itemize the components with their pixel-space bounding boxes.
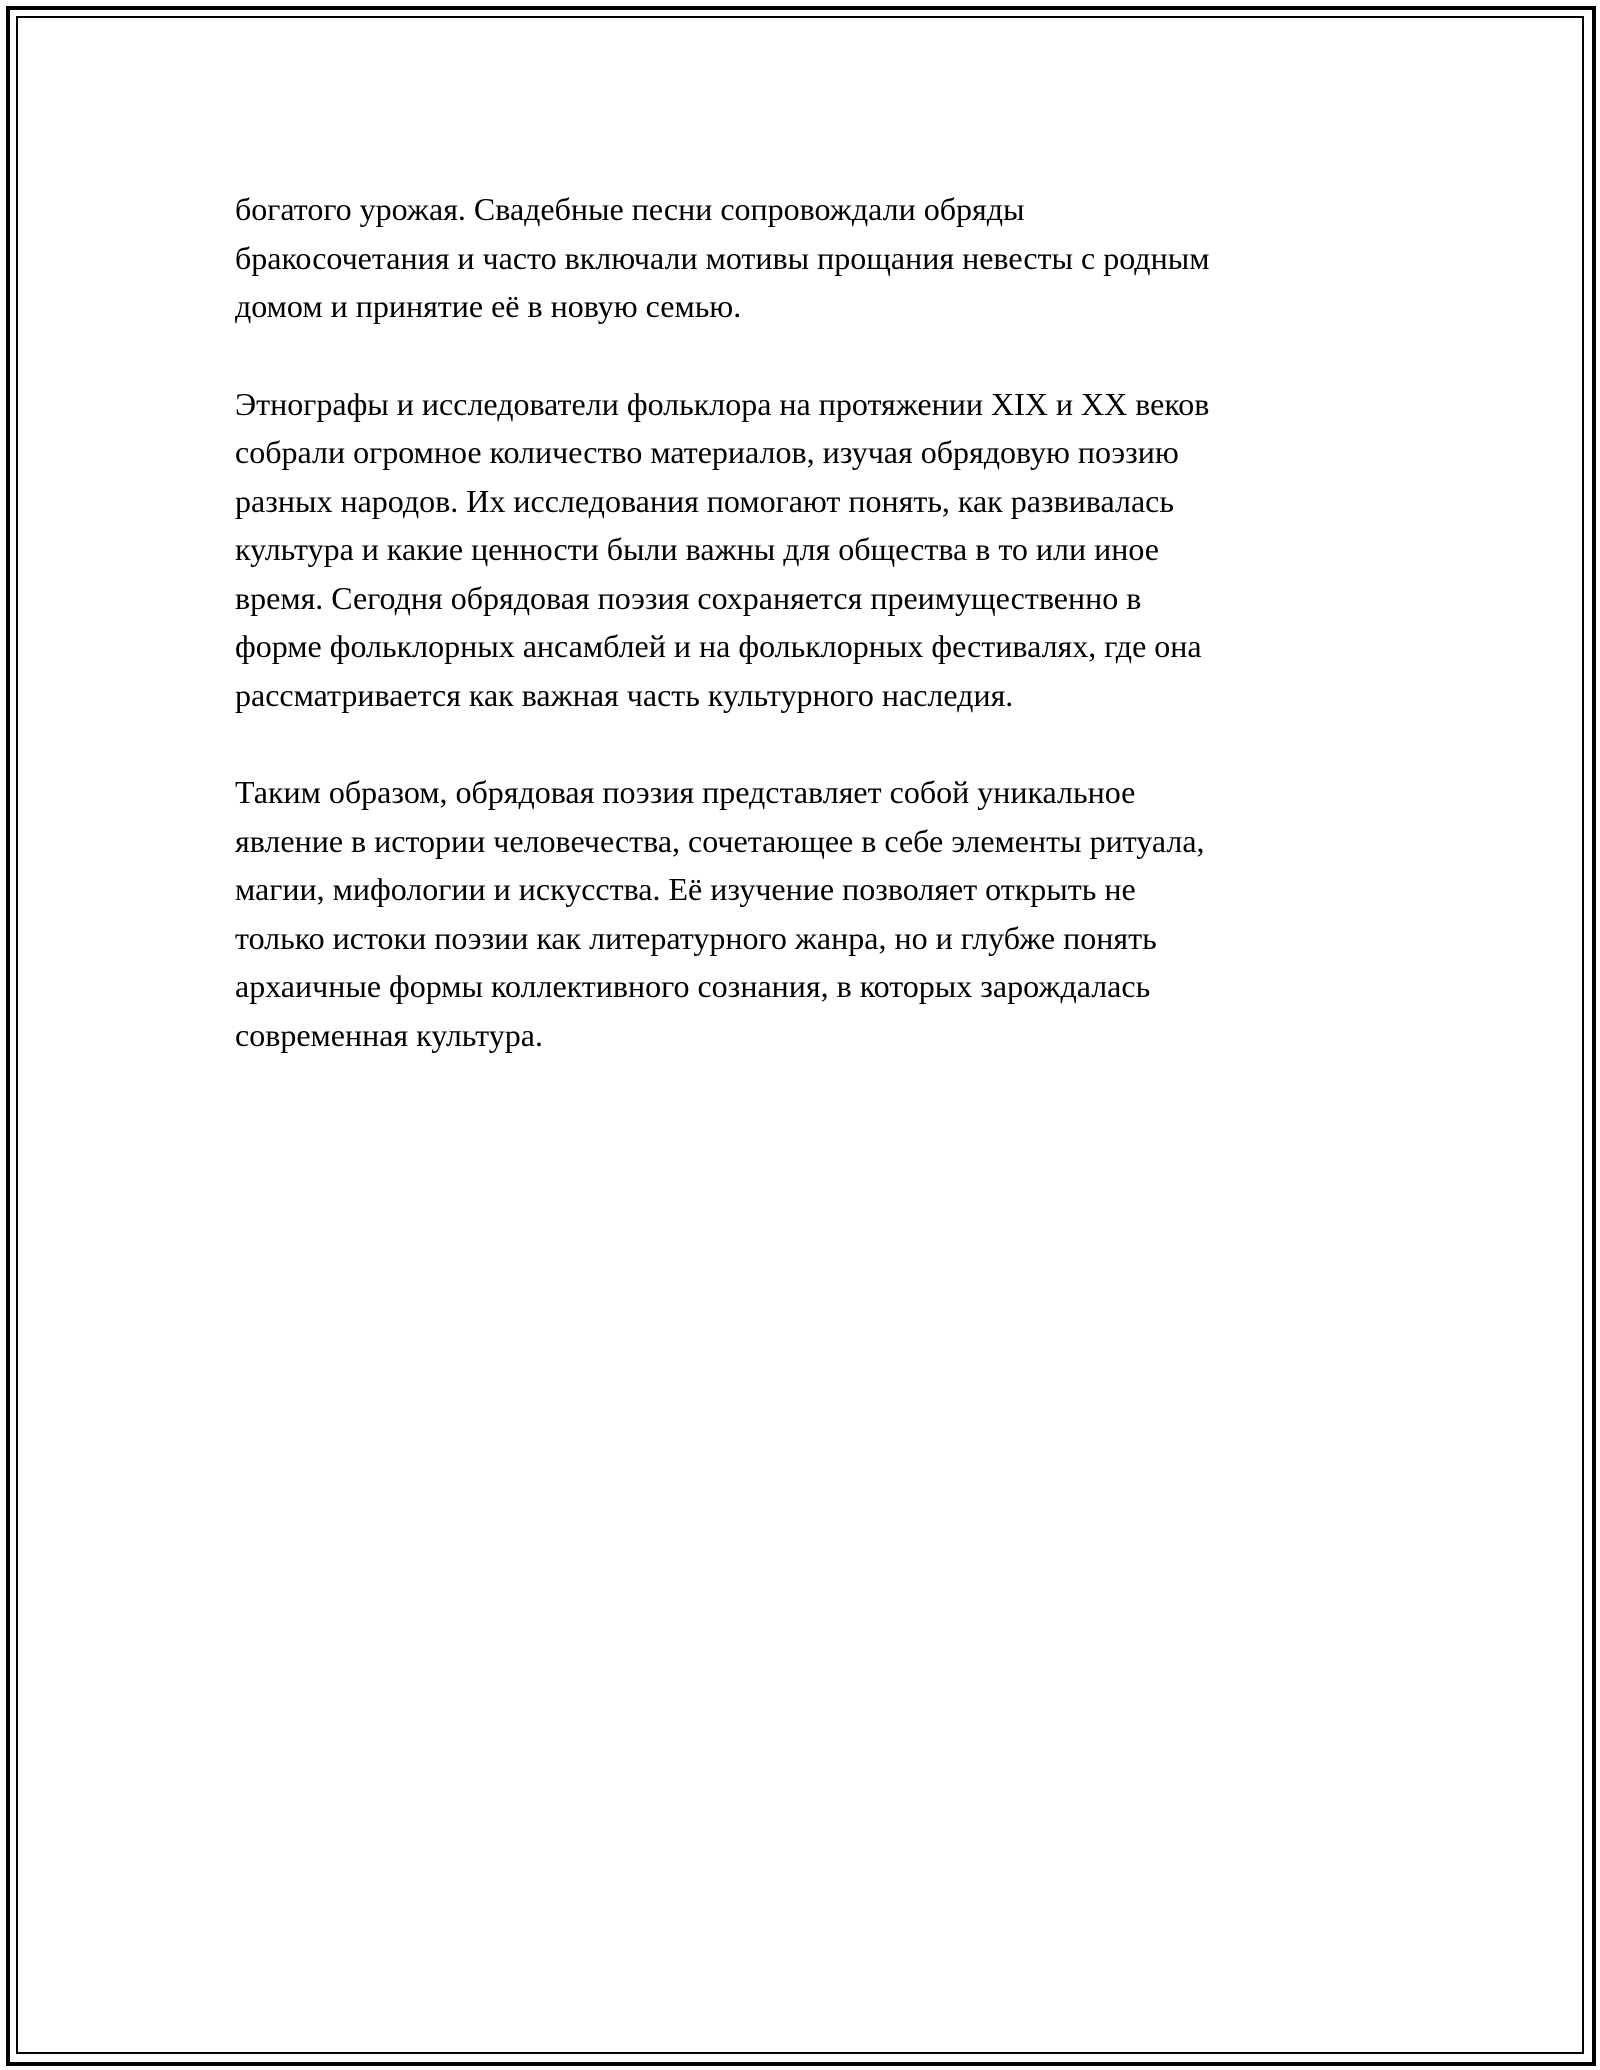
text-line: явление в истории человечества, сочетающее в себе элементы ритуала, xyxy=(235,822,1205,859)
text-line: Этнографы и исследователи фольклора на протяжении XIX и XX веков xyxy=(235,385,1210,422)
text-line: форме фольклорных ансамблей и на фольклорных фестивалях, где она xyxy=(235,628,1202,664)
text-line: домом и принятие её в новую семью. xyxy=(235,288,742,324)
text-line: разных народов. Их исследования помогают понять, как развивалась xyxy=(235,482,1174,519)
text-line: архаичные формы коллективного сознания, в которых зарождалась xyxy=(235,968,1151,1004)
text-line: магии, мифологии и искусства. Её изучение позволяет открыть не xyxy=(235,871,1136,907)
document-body xyxy=(235,185,1365,1108)
paragraph-3 xyxy=(235,768,1365,1059)
paragraph-2 xyxy=(235,380,1365,720)
text-line: рассматривается как важная часть культурного наследия. xyxy=(235,676,1014,713)
text-line: бракосочетания и часто включали мотивы прощания невесты с родным xyxy=(235,239,1210,276)
text-line: время. Сегодня обрядовая поэзия сохраняется преимущественно в xyxy=(235,579,1142,616)
text-line: современная культура. xyxy=(235,1016,543,1053)
text-line: культура и какие ценности были важны для общества в то или иное xyxy=(235,531,1159,567)
paragraph-1 xyxy=(235,185,1365,331)
text-line: богатого урожая. Свадебные песни сопровождали обряды xyxy=(235,191,1025,227)
text-line: собрали огромное количество материалов, изучая обрядовую поэзию xyxy=(235,434,1179,470)
text-line: Таким образом, обрядовая поэзия представляет собой уникальное xyxy=(235,774,1136,810)
text-line: только истоки поэзии как литературного жанра, но и глубже понять xyxy=(235,919,1157,956)
